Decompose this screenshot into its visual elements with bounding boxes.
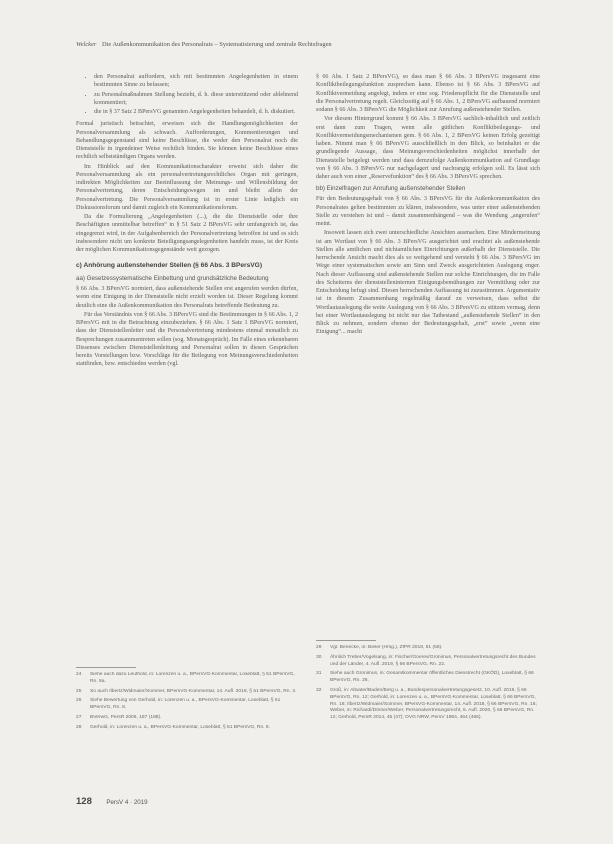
body-paragraph: Für das Verständnis von § 66 Abs. 3 BPersVG sind die Bestimmungen in § 66 Abs. 1, 2 BPersVG mit in die Betrachtung einzubeziehen. § 66 Abs. 1 Satz 1 BPersVG normiert, dass der Dienststellenleiter und die Personalvertretung mindestens einmal monatlich zu Besprechungen zusammentreten sollen (sog. Monatsgespräch). Im Falle eines erkennbaren Dissenses zwischen Dienststellenleitung und Personalrat sollen in diesen Gesprächen bereits Vorstellungen bzw. Vorschläge für die Beilegung von Meinungsverschiedenheiten stattfinden, bzw. entschieden werden (vgl. — [76, 311, 298, 368]
footnote — [76, 689, 298, 696]
footnote-text: Groß, in: Altvater/Baden/Berg u. a., Bundespersonalvertretungsgesetz, 10. Aufl. 2019, § 66 BPersVG, Rn. 12; Gerhold, in: Lorenzen u. a., BPersVG-Kommentar, Loseblatt, § 66 BPersVG, Rn. 16; Ilbertz/Widmaier/Sommer, BPersVG-Kommentar, 14. Aufl. 2018, § 66 BPersVG, Rn. 16; Weber, in: Richardi/Dörner/Weber, Personalvertretungsrecht, 5. Aufl. 2020, § 66 BPersVG, Rn. 12; Gerhold, PersR 2014, 45 (47); OVG NRW, PersV 1984, 464 (465). — [330, 687, 537, 721]
list-item: • die in § 37 Satz 2 BPersVG genannten Angelegenheiten behandelt, d. h. diskutiert. — [94, 108, 298, 116]
left-column — [76, 73, 298, 655]
journal-issue: PersV 4 · 2019 — [106, 799, 148, 806]
body-paragraph: Vor diesem Hintergrund kommt § 66 Abs. 3 BPersVG sachlich-inhaltlich und zeitlich erst dann zum Tragen, wenn alle gütlichen Konfliktbeilegungs- und Konfliktvermeidungsmechanismen gem. § 66 Abs. 1, 2 BPersVG keinen Erfolg gezeitigt haben. Nimmt man § 66 BPersVG ausschließlich in den Blick, so beinhaltet er die grundlegende Aussage, dass Meinungsverschiedenheiten möglichst innerhalb der Dienststelle beigelegt werden und dass demzufolge Außenkommunikation auf Grundlage von § 66 Abs. 3 BPersVG nur nachgelagert und nachrangig erfolgen soll. Es lässt sich daher auch von einer „Reservefunktion“ des § 66 Abs. 3 BPersVG sprechen. — [316, 116, 540, 180]
page-footer — [76, 791, 148, 809]
footnote — [316, 645, 540, 652]
body-paragraph: Insoweit lassen sich zwei unterschiedliche Ansichten ausmachen. Eine Mindermeinung ist am Wortlaut von § 66 Abs. 3 BPersVG ausgerichtet und erachtet als außenstehende Stellen alle amtlichen und nichtamtlichen Einrichtungen außerhalb der Dienststelle. Die herrschende Ansicht macht dies als so weitgehend und versteht § 66 Abs. 3 BPersVG im Wege einer systematischen sowie am Sinn und Zweck ausgerichteten Auslegung enger. Nach dieser Auffassung sind außenstehende Stellen nur solche Einrichtungen, die im Falle des Scheiterns der dienststelleninternen Einigungsbemühungen zur Vermittlung oder zur Entscheidung befugt sind. Diesen herrschenden Auffassung ist zuzustimmen. Argumentativ ist in diesem Zusammenhang regelmäßig darauf zu verweisen, dass selbst die Wortlautauslegung die weite Auslegung von § 66 Abs. 3 BPersVG zu stützen vermag, denn bei einer Wortlautauslegung ist nicht nur das Tatbestand „außenstehende Stellen“ in den Blick zu nehmen, sondern ebenso der Bedeutungsgehalt, „erst“ sowie „wenn eine Einigung“... macht — [316, 230, 540, 336]
footnote-number: 30 — [316, 654, 322, 660]
body-paragraph: Da die Formulierung „Angelegenheiten (...), die die Dienststelle oder ihre Beschäftigten unmittelbar betreffen“ in § 51 Satz 2 BPersVG sehr umfangreich ist, das eingegrenzt wird, in der Aufgabenbereich der Personalvertretung betroffen ist und es sich insbesondere nicht um konkrete Beteiligungsangelegenheiten handeln muss, ist der Kreis der möglichen Kommunikationsgegenstände weit gezogen. — [76, 214, 298, 253]
list-item: • zu Personalmaßnahmen Stellung bezieht, d. h. diese unterstützend oder ablehnend kommentiert; — [94, 91, 298, 108]
page-number: 128 — [76, 796, 92, 807]
footnote-divider-right — [316, 640, 376, 641]
footnote-number: 25 — [76, 688, 82, 694]
bullet-list — [76, 73, 298, 116]
subsection-heading: bb) Einzelfragen zur Anrufung außenstehender Stellen — [316, 185, 466, 193]
running-head-title: Die Außenkommunikation des Personalrats – Systematisierung und zentrale Rechtsfragen — [101, 41, 332, 48]
footnote-number: 32 — [316, 687, 322, 693]
footnote-number: 28 — [76, 724, 82, 730]
body-paragraph: Formal juristisch betrachtet, erweisen sich die Handlungsmöglichkeiten der Personalversammlung als schwach. Aufforderungen, Kommentierungen und Behandlungsgegenstand sind keine Beschlüsse, die weder den Personalrat noch die Dienststelle in irgendeiner Weise rechtlich binden. Sie können keine Beschlüsse eines rechtlich selbstständigen Organs werden. — [76, 121, 298, 161]
right-column — [316, 73, 540, 643]
footnote-number: 24 — [76, 672, 82, 677]
footnote — [316, 688, 540, 722]
footnote — [316, 655, 540, 669]
footnote-text: Ähnlich Treber/Vogelsang, in: Fischer/Goeres/Gronimus, Personalvertretungsrecht des Bundes und der Länder, 4. Aufl. 2019, § 66 BPersVG, Rn. 22. — [330, 654, 536, 667]
body-paragraph: Für den Bedeutungsgehalt von § 66 Abs. 3 BPersVG für die Außenkommunikation des Personalrates gelten bestimmten zu klären, insbesondere, was unter einer außenstehenden Stelle zu verstehen ist und – damit zusammenhängend – was die Wendung „angerufen“ meint. — [316, 196, 540, 228]
footnote-text: Siehe auch Gronimus, in: Gesamtkommentar öffentliches Dienstrecht (GKÖD), Loseblatt, § 66 BPersVG, Rn. 26. — [330, 671, 534, 684]
footnote — [76, 715, 298, 722]
footnote-number: 31 — [316, 671, 322, 677]
footnote — [76, 725, 298, 732]
footnote-divider-left — [76, 667, 136, 668]
footnote — [316, 671, 540, 685]
footnote-text: Gerhold, in: Lorenzen u. a., BPersVG-Kommentar, Loseblatt, § 51 BPersVG, Rn. 8. — [90, 724, 270, 730]
running-head — [76, 41, 546, 48]
footnote-text: BVerwG, PersR 2006, 187 (188). — [90, 714, 162, 720]
body-paragraph: Im Hinblick auf den Kommunikationscharakter erweist sich daher die Personalversammlung als ein personalvertretungsrechtliches Organ mit geringen, indirekten Möglichkeiten zur Beeinflussung der Meinungs- und Willensbildung der Personalvertretung, deren Entscheidungswegen im und bleibt allein der Personalvertretung. Die Personalversammlung ist in erster Linie lediglich ein Diskussionsforum und damit zugleich ein Kommunikationsforum. — [76, 163, 298, 211]
body-paragraph: § 66 Abs. 1 Satz 2 BPersVG), so dass man § 66 Abs. 3 BPersVG insgesamt eine Konfliktbeilegungsfunktion zusprechen kann. Ebenso ist § 66 Abs. 3 BPersVG auf Konfliktvermeidung angelegt, indem er eine sog. Friedenspflicht für die Dienststelle und die Personalvertretung regelt. Gleichzeitig auf § 66 Abs. 1, 2 BPersVG aufbauend normiert sodann § 66 Abs. 3 BPersVG die Möglichkeit zur Anrufung außenstehender Stellen. — [316, 74, 540, 113]
footnotes-right — [316, 645, 540, 773]
footnote-text: Siehe Bewertung von Gerhold, in: Lorenzen u. a., BPersVG-Kommentar, Loseblatt, § 51 BPersVG, Rn. 8. — [90, 698, 281, 711]
running-head-author: Welcker — [76, 41, 97, 48]
footnote — [76, 698, 298, 712]
footnote — [76, 672, 298, 686]
footnote-text: So auch Ilbertz/Widmaier/Sommer, BPersVG-Kommentar, 14. Aufl. 2018, § 51 BPersVG, Rn. 3. — [90, 688, 297, 694]
list-item: • den Personalrat auffordern, sich mit bestimmten Angelegenheiten in einem bestimmten Sinne zu befassen; — [94, 73, 298, 90]
subsection-heading: aa) Gesetzessystematische Einbettung und grundsätzliche Bedeutung — [76, 274, 269, 282]
footnotes-left — [76, 672, 298, 776]
footnote-number: 27 — [76, 714, 82, 720]
footnote-number: 29 — [316, 645, 322, 650]
footnote-number: 26 — [76, 698, 82, 704]
body-paragraph: § 66 Abs. 3 BPersVG normiert, dass außenstehende Stellen erst angerufen werden dürfen, wenn eine Einigung in der Dienststelle nicht erzielt worden ist. Dieser Regelung kommt deutlich eine die Außenkommunikation des Personalrats betreffende Bedeutung zu. — [76, 286, 298, 309]
section-heading: c) Anhörung außenstehender Stellen (§ 66 Abs. 3 BPersVG) — [76, 262, 263, 270]
footnote-text: Siehe auch dazu Leuthold, in: Lorenzen u. a., BPersVG-Kommentar, Loseblatt, § 51 BPersVG, Rn. 8a. — [90, 672, 295, 684]
footnote-text: Vgl. Benecke, in: Bieler (Hrsg.), ZfPR 2018, 51 (58). — [330, 645, 443, 650]
